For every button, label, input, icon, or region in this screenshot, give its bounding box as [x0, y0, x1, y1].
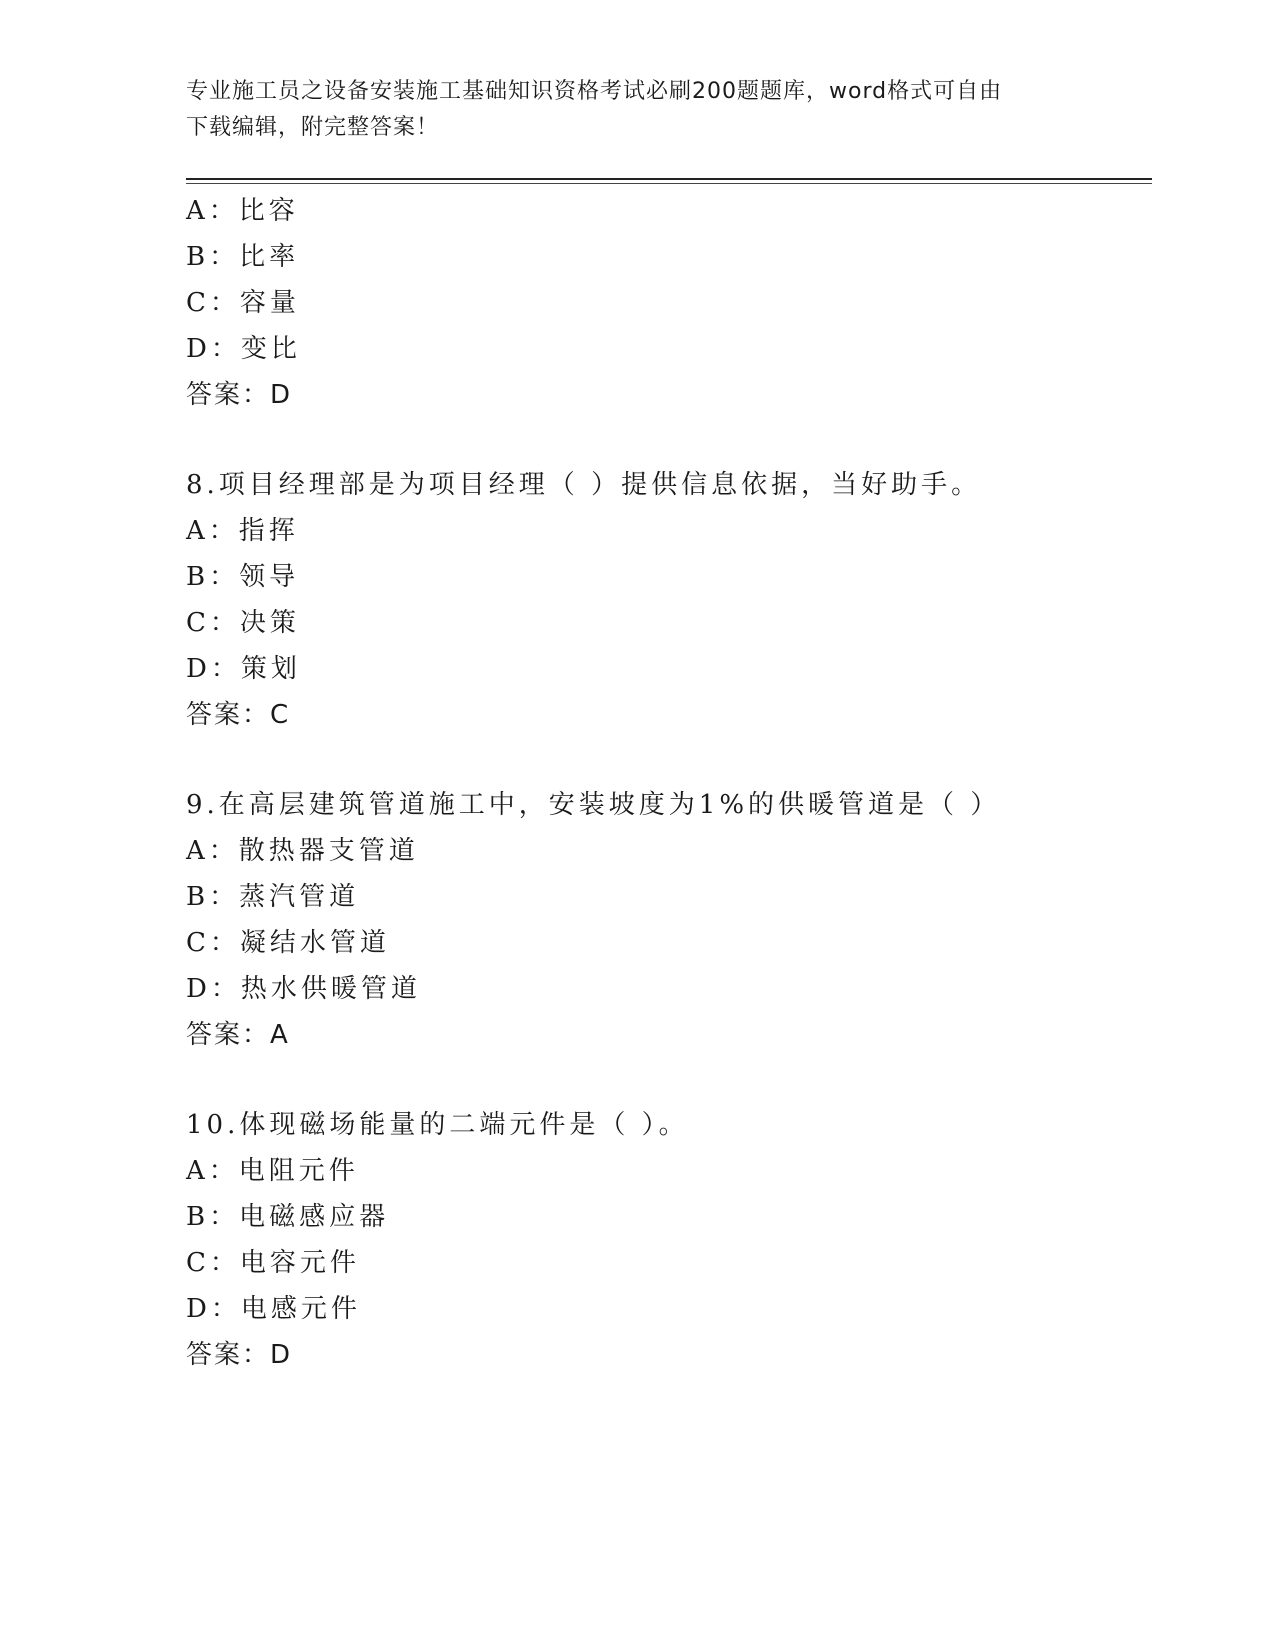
header-line-1: 专业施工员之设备安装施工基础知识资格考试必刷200题题库，word格式可自由: [186, 79, 1003, 104]
question-block-7: [186, 188, 1152, 418]
question-text: 8.项目经理部是为项目经理（ ）提供信息依据，当好助手。: [186, 470, 982, 500]
answer-line: 答案：D: [186, 380, 293, 410]
option-d: D：电感元件: [186, 1294, 361, 1324]
document-header: [186, 74, 1086, 146]
option-b: B：领导: [186, 562, 300, 592]
answer-line: 答案：D: [186, 1340, 293, 1370]
answer-line: 答案：C: [186, 700, 291, 730]
spacer: [186, 418, 1152, 462]
option-a: A：电阻元件: [186, 1156, 359, 1186]
option-d: D：策划: [186, 654, 301, 684]
option-c: C：电容元件: [186, 1248, 360, 1278]
option-a: A：比容: [186, 196, 299, 226]
option-a: A：指挥: [186, 516, 299, 546]
option-c: C：决策: [186, 608, 300, 638]
question-list: [186, 188, 1152, 1378]
spacer: [186, 1058, 1152, 1102]
option-d: D：变比: [186, 334, 301, 364]
option-b: B：蒸汽管道: [186, 882, 360, 912]
option-b: B：比率: [186, 242, 300, 272]
option-d: D：热水供暖管道: [186, 974, 421, 1004]
option-b: B：电磁感应器: [186, 1202, 390, 1232]
question-text: 9.在高层建筑管道施工中，安装坡度为1%的供暖管道是（ ）: [186, 790, 1001, 820]
option-c: C：凝结水管道: [186, 928, 390, 958]
option-c: C：容量: [186, 288, 300, 318]
question-block-9: [186, 782, 1152, 1058]
header-line-2: 下载编辑，附完整答案！: [186, 115, 440, 140]
header-rule-thick: [186, 178, 1152, 180]
question-block-10: [186, 1102, 1152, 1378]
question-block-8: [186, 462, 1152, 738]
spacer: [186, 738, 1152, 782]
option-a: A：散热器支管道: [186, 836, 419, 866]
question-text: 10.体现磁场能量的二端元件是（ ）。: [186, 1110, 689, 1140]
header-rule-thin: [186, 183, 1152, 184]
answer-line: 答案：A: [186, 1020, 290, 1050]
